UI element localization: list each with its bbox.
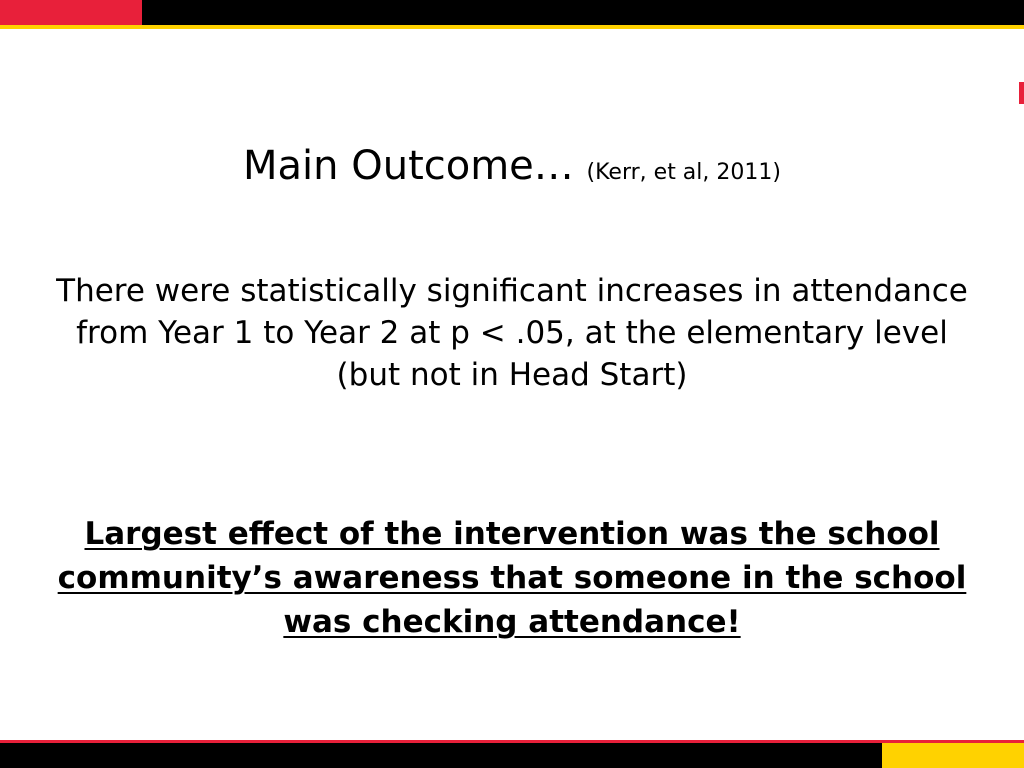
top-black-band xyxy=(0,0,1024,25)
top-yellow-stripe xyxy=(0,25,1024,29)
key-point-paragraph: Largest effect of the intervention was the school community’s awareness that someone in the school was checking attendance! xyxy=(57,516,967,640)
top-red-accent xyxy=(0,0,142,25)
bottom-black-band xyxy=(0,743,1024,768)
title-citation: (Kerr, et al, 2011) xyxy=(586,160,781,185)
bottom-yellow-accent xyxy=(882,743,1024,768)
right-edge-red-mark xyxy=(1019,82,1024,104)
slide-title xyxy=(0,138,1024,201)
finding-paragraph: There were statistically significant increases in attendance from Year 1 to Year 2 at p < .05, at the elementary level (but not in Head Start) xyxy=(56,273,968,393)
title-text: Main Outcome… xyxy=(243,143,574,189)
